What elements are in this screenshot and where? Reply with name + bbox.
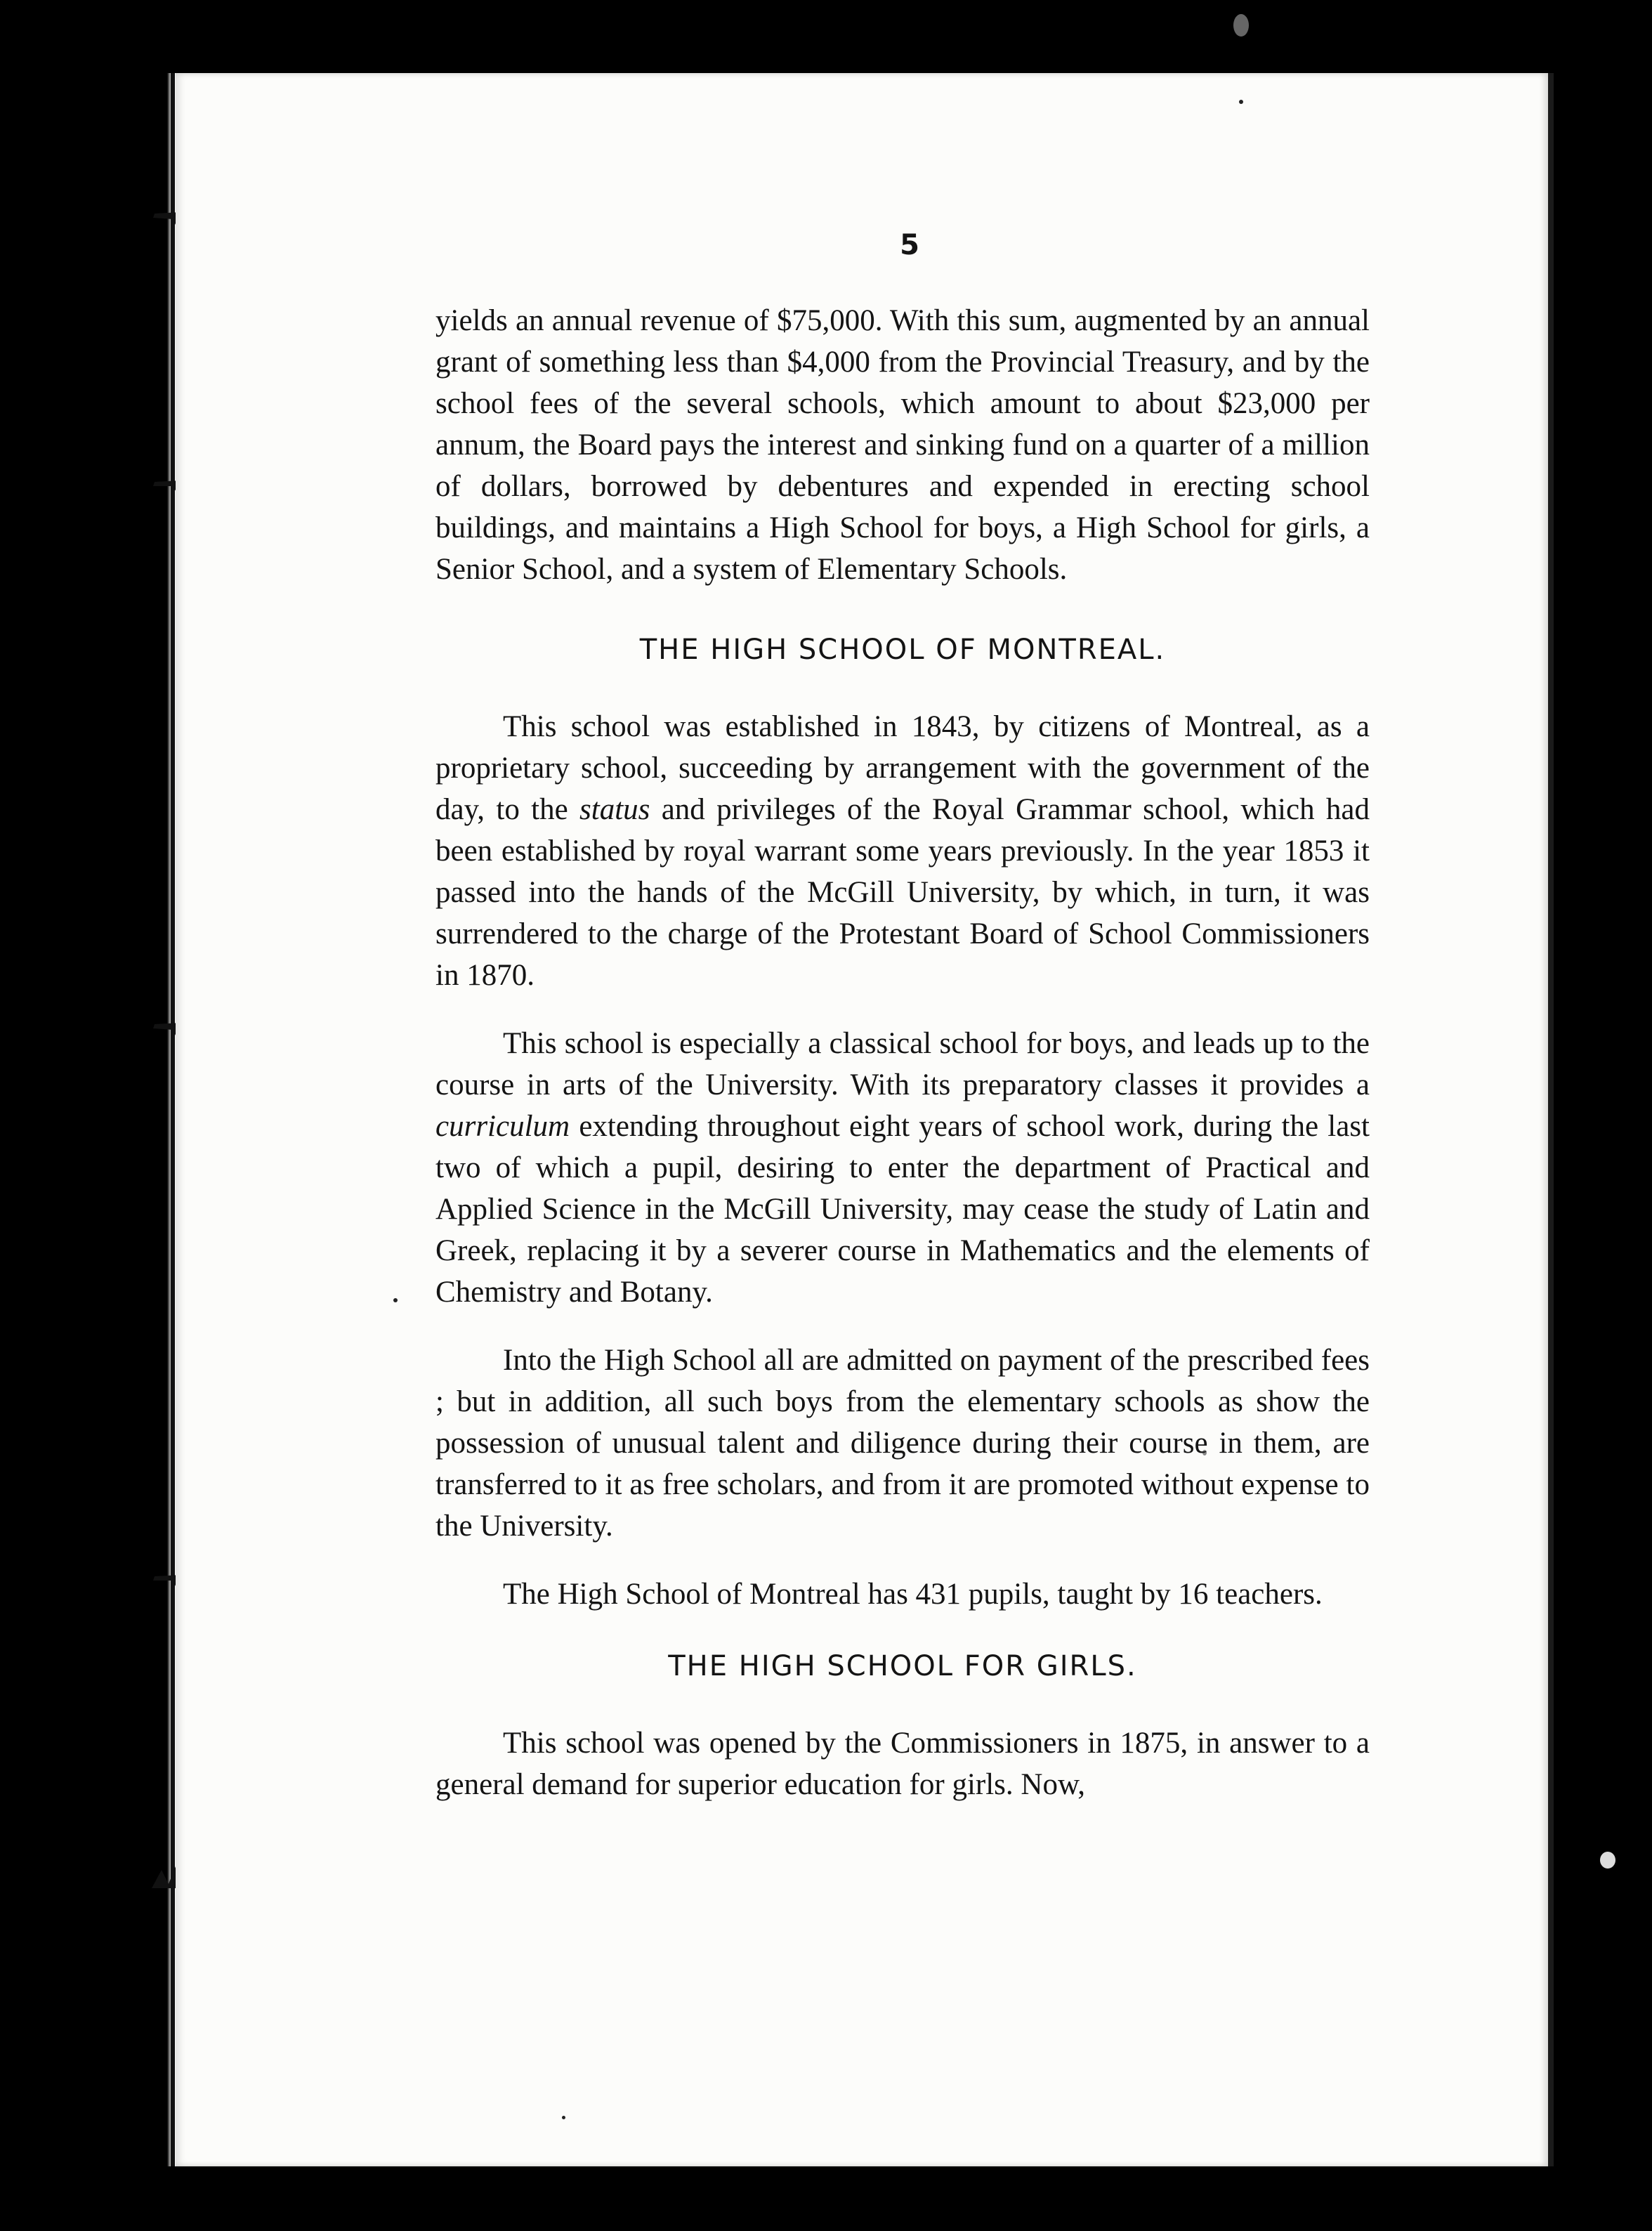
section-heading: THE HIGH SCHOOL OF MONTREAL.	[639, 634, 1166, 666]
scan-speck	[1600, 1852, 1615, 1869]
section-heading: THE HIGH SCHOOL FOR GIRLS.	[668, 1650, 1137, 1682]
paragraph	[435, 706, 1370, 996]
scan-speck	[1233, 14, 1249, 37]
paragraph: Into the High School all are admitted on payment of the prescribed fees ; but in addition, all such boys from the elementary schools as show the possession of unusual talent and diligence during their course in them, are transferred to it as free scholars, and from it are promoted without expense to the University.	[435, 1344, 1370, 1543]
paragraph	[435, 1023, 1370, 1313]
emphasis-text: curriculum	[435, 1110, 570, 1143]
paragraph: The High School of Montreal has 431 pupils, taught by 16 teachers.	[503, 1578, 1323, 1611]
scan-speck	[1239, 100, 1243, 104]
paragraph: This school was opened by the Commissioners in 1875, in answer to a general demand for superior education for girls. Now,	[435, 1727, 1370, 1801]
page-number: 5	[900, 229, 919, 261]
paragraph-text: This school was established in 1843, by citizens of Montreal, as a proprietary school, succeeding by arrangement with the government of the day, to the	[435, 710, 1370, 826]
paragraph: yields an annual revenue of $75,000. With this sum, augmented by an annual grant of something less than $4,000 from the Provincial Treasury, and by the school fees of the several schools, which amount to about $23,000 per annum, the Board pays the interest and sinking fund on a quarter of a million of dollars, borrowed by debentures and expended in erecting school buildings, and maintains a High School for boys, a High School for girls, a Senior School, and a system of Elementary Schools.	[435, 304, 1370, 586]
paragraph-text: extending throughout eight years of school work, during the last two of which a pupil, desiring to enter the department of Practical and Applied Science in the McGill University, may cease the study of Latin and Greek, replacing it by a severer course in Mathematics and the elements of Chemistry and Botany.	[435, 1110, 1370, 1309]
paragraph-text: This school is especially a classical school for boys, and leads up to the course in arts of the University. With its preparatory classes it provides a	[435, 1027, 1370, 1101]
text-block	[435, 225, 1370, 1805]
page-edge	[1548, 73, 1554, 2166]
scan-speck	[562, 2116, 565, 2119]
paragraph-text: and privileges of the Royal Grammar school, which had been established by royal warrant some years previously. In the year 1853 it passed into the hands of the McGill University, by which, in turn, it was surrendered to the charge of the Protestant Board of School Commissioners in 1870.	[435, 793, 1370, 992]
scan-speck	[393, 1298, 398, 1302]
emphasis-text: status	[579, 793, 650, 826]
